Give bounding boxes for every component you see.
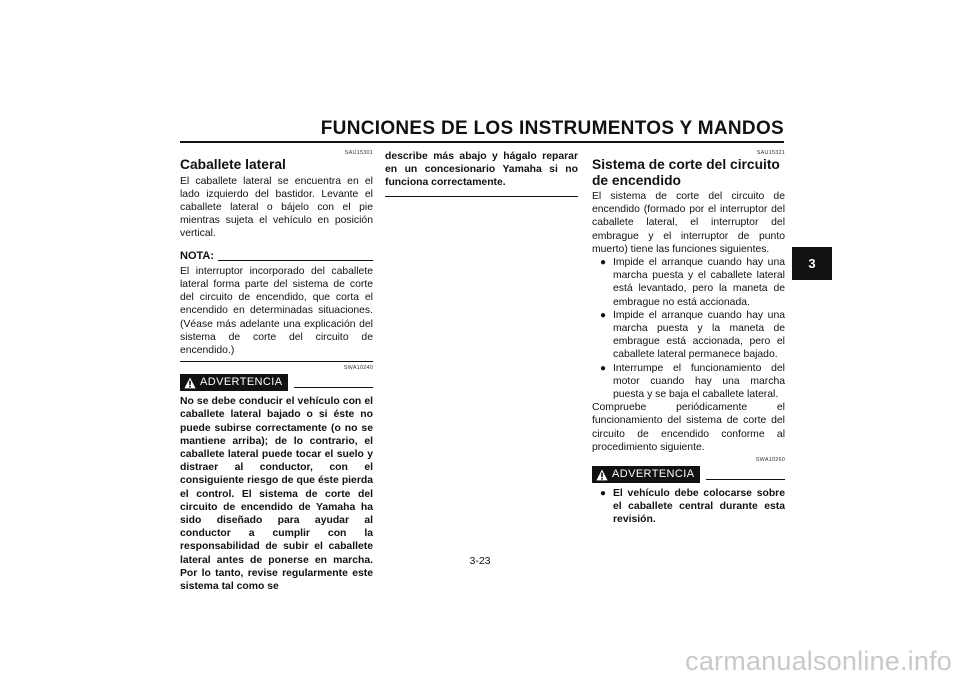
section-paragraph: Compruebe periódicamente el funcionamiento del sistema de corte del circuito de encendido conforme al procedimiento siguiente. [592,402,785,453]
warning-label: ADVERTENCIA [612,467,695,480]
list-item [600,362,785,402]
bullet-icon: ● [600,488,607,500]
note-end-rule [180,361,373,362]
list-item [600,256,785,309]
warning-list [600,487,785,527]
bullet-icon: ● [600,309,607,321]
chapter-tab: 3 [792,247,832,280]
note-text: El interruptor incorporado del caballete lateral forma parte del sistema de corte del circuito de encendido, que corta el encendido en determinadas situaciones. (Véase más adelante una explicación del sistema de corte del circuito de encendido.) [180,265,373,356]
section-code: SAU15321 [756,150,785,156]
warning-bullet-text: El vehículo debe colocarse sobre el caballete central durante esta revisión. [613,488,785,526]
page-number: 3-23 [469,555,491,567]
column-middle [385,150,578,197]
warning-code: SWA10260 [755,457,785,464]
bullet-icon: ● [600,362,607,374]
column-right [592,150,785,527]
warning-badge [592,466,700,483]
note-label: NOTA: [180,249,215,262]
section-code: SAU15301 [344,150,373,156]
warning-rule [294,387,373,388]
list-item-text: Impide el arranque cuando hay una marcha puesta y la maneta de embrague está accionada, pero el caballete lateral permanece bajado. [613,309,785,361]
warning-label: ADVERTENCIA [200,376,283,389]
warning-text-continued: describe más abajo y hágalo reparar en un concesionario Yamaha si no funciona correctamente. [385,151,578,189]
warning-header [592,466,785,483]
warning-triangle-icon [184,377,196,389]
warning-text: No se debe conducir el vehículo con el caballete lateral bajado o si éste no puede subirse correctamente (o no se mantiene arriba); de lo contrario, el caballete lateral puede tocar el suelo y distraer al conductor, con el consiguiente riesgo de que éste pierda el control. El sistema de corte del circuito de encendido de Yamaha ha sido diseñado para ayudar al conductor a cumplir con la responsabilidad de subir el caballete lateral antes de ponerse en marcha. Por lo tanto, revise regularmente este sistema tal como se [180,396,373,592]
note-header [180,250,373,263]
list-item-text: Interrumpe el funcionamiento del motor cuando hay una marcha puesta y se baja el caballete lateral. [613,362,785,401]
section-heading: Sistema de corte del circuito de encendido [592,157,780,188]
warning-end-rule [385,196,578,197]
column-left [180,150,373,593]
warning-code: SWA10240 [343,365,373,372]
list-item-text: Impide el arranque cuando hay una marcha puesta y el caballete lateral está levantado, pero la maneta de embrague no está accionada. [613,257,785,308]
note-rule [218,260,373,261]
list-item [600,309,785,362]
header-rule [180,141,784,143]
bullet-icon: ● [600,257,607,269]
warning-rule [706,479,785,480]
section-intro: El sistema de corte del circuito de encendido (formado por el interruptor del caballete lateral, el interruptor del embrague y el interruptor de punto muerto) tiene las funciones siguientes. [592,191,785,255]
page-header-title: FUNCIONES DE LOS INSTRUMENTOS Y MANDOS [320,118,784,139]
warning-badge [180,374,288,391]
warning-triangle-icon [596,469,608,481]
function-list [600,256,785,401]
list-item [600,487,785,527]
section-heading: Caballete lateral [180,157,286,172]
warning-header [180,374,373,391]
watermark: carmanualsonline.info [685,646,952,676]
section-paragraph: El caballete lateral se encuentra en el lado izquierdo del bastidor. Levante el caballete lateral o bájelo con el pie mientras sujeta el vehículo en posición vertical. [180,175,373,240]
